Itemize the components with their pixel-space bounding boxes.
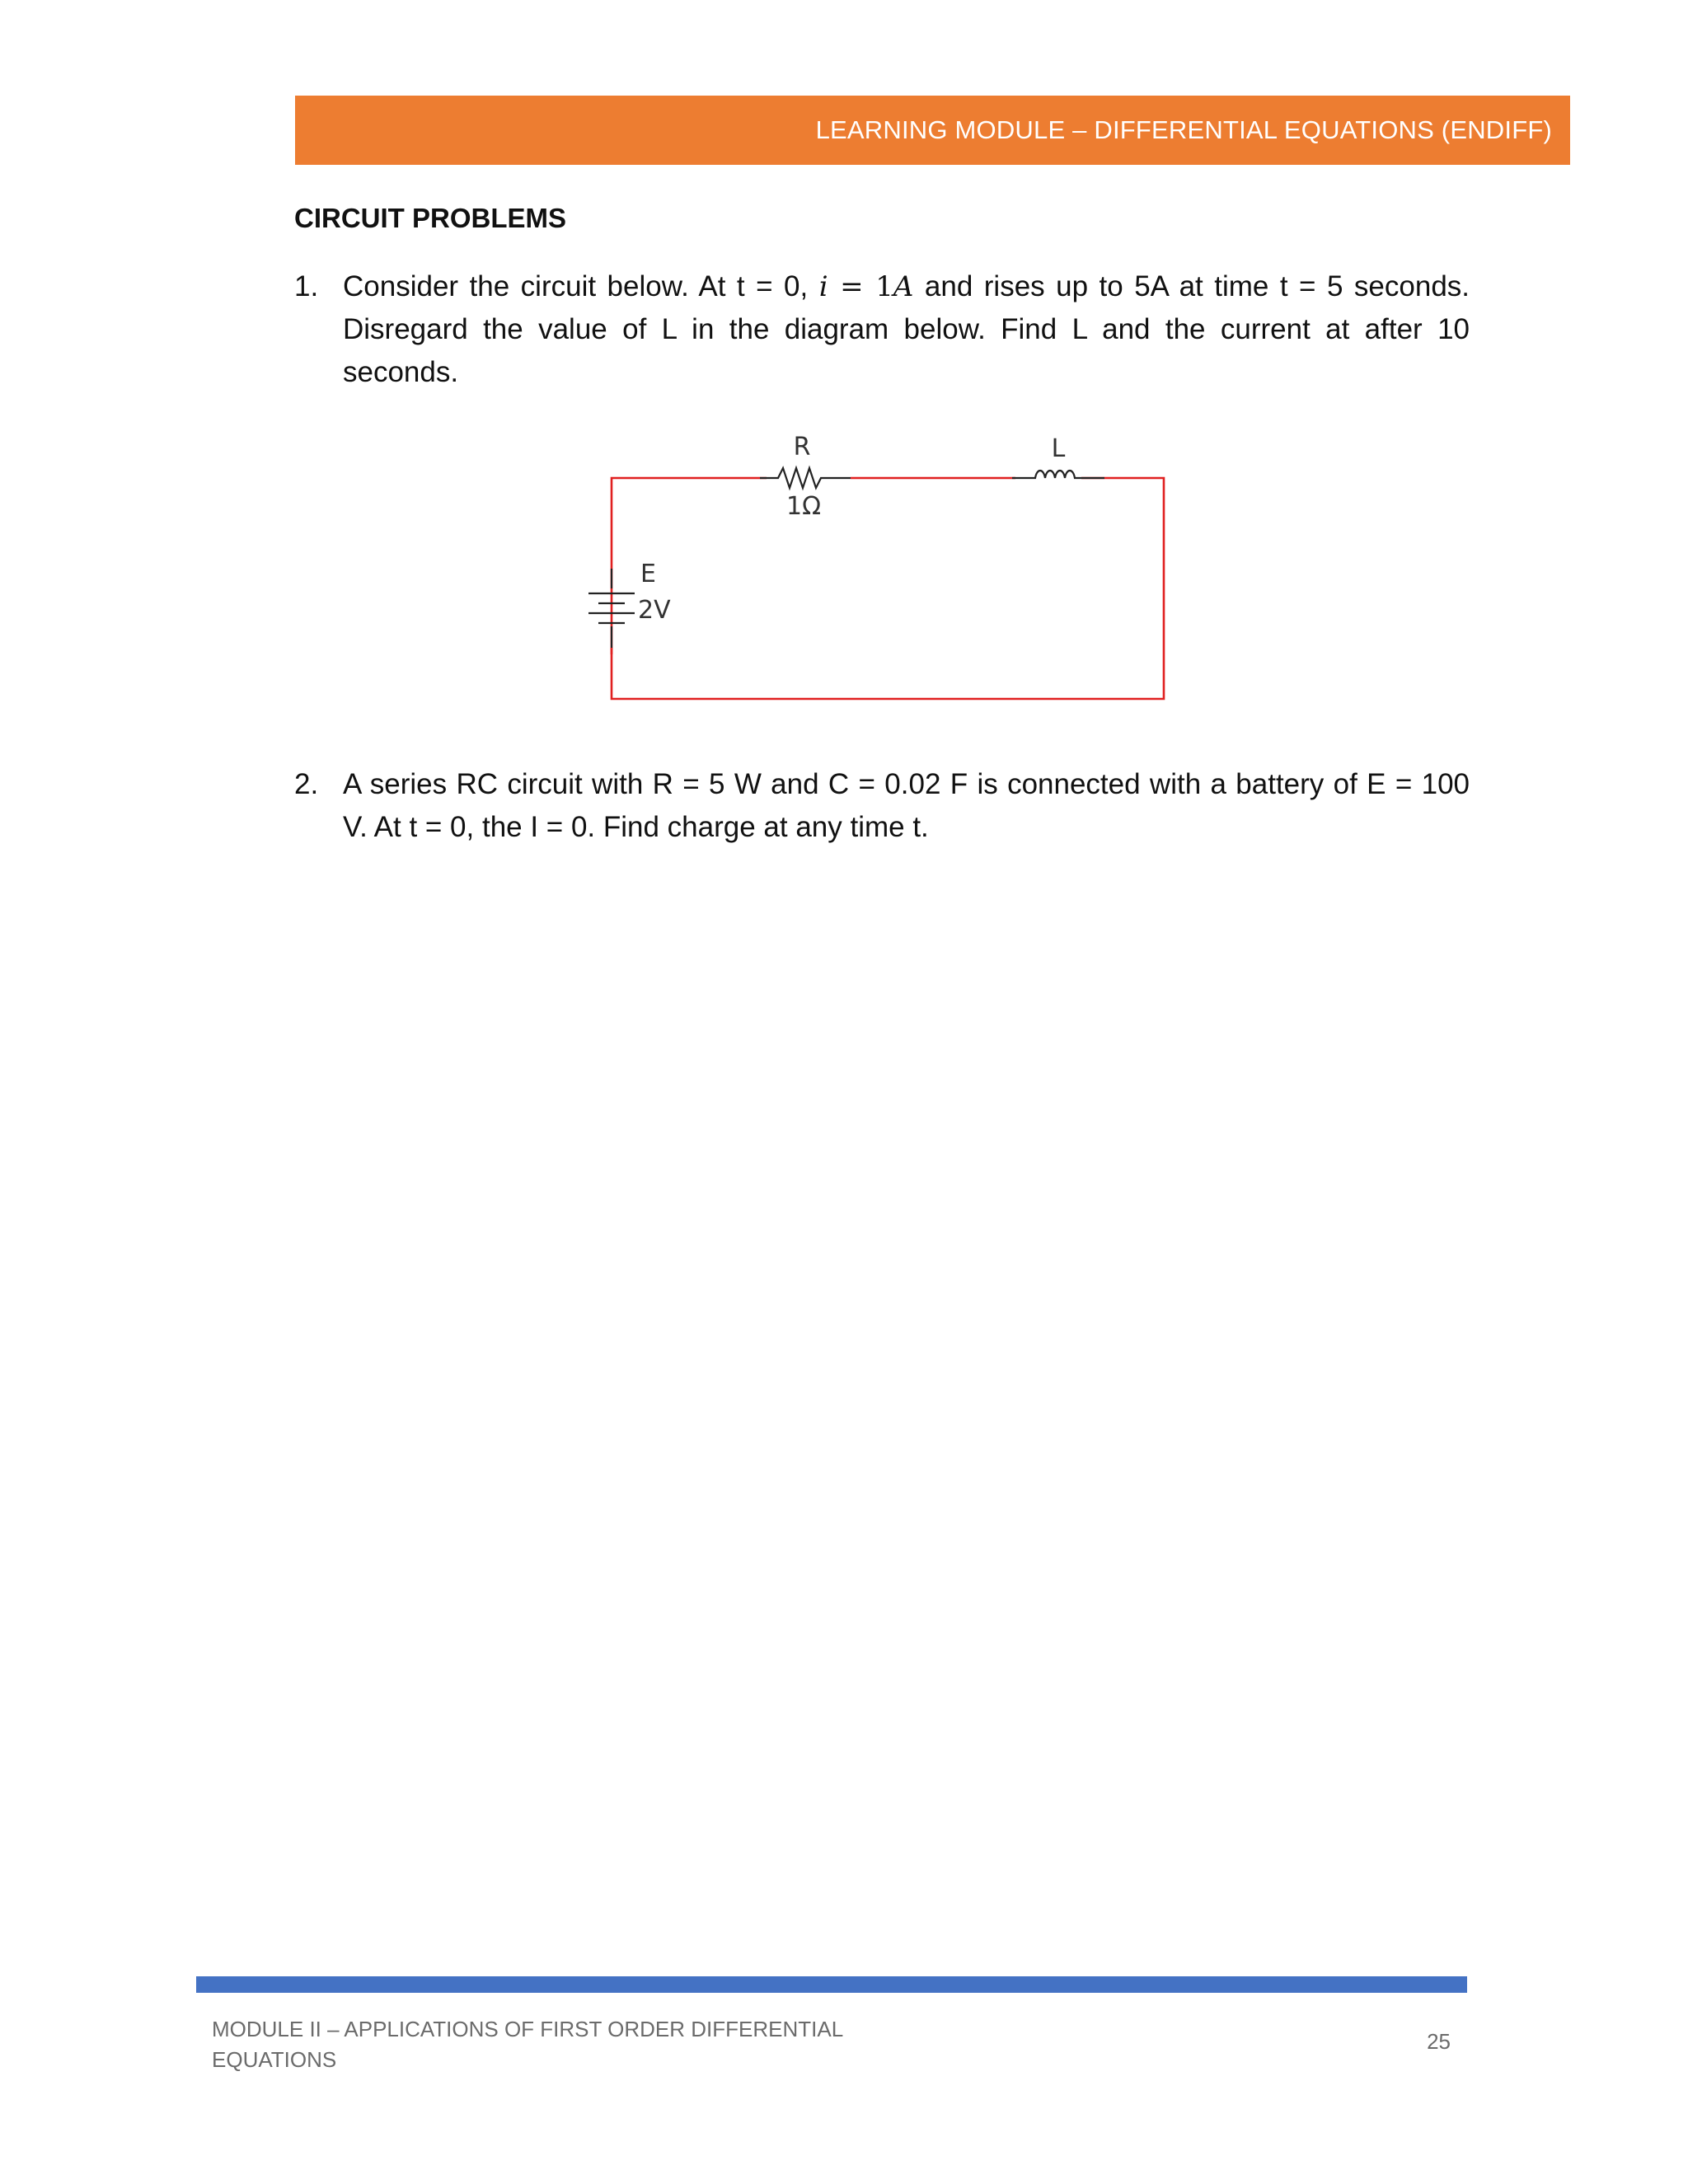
footer-line-2: EQUATIONS (212, 2047, 337, 2072)
footer-line-1: MODULE II – APPLICATIONS OF FIRST ORDER DIFFERENTIAL (212, 2017, 844, 2041)
problem-number: 2. (294, 768, 319, 800)
circuit-wires (612, 478, 1164, 699)
resistor-value: 1Ω (785, 492, 822, 521)
problem-1 (294, 265, 1470, 394)
footer-module-title (212, 2014, 921, 2075)
problem-2 (294, 763, 1470, 849)
page-number: 25 (1427, 2029, 1451, 2054)
math-equals: = (828, 270, 876, 303)
header-bar (295, 96, 1570, 165)
section-heading: CIRCUIT PROBLEMS (294, 203, 566, 233)
wire-top-left (612, 478, 767, 654)
problem-text: A series RC circuit with R = 5 W and C = 0.02 F is connected with a battery of E = 100 V. At t = 0, the I = 0. Find charge at any time t. (343, 768, 1470, 843)
source-label: E (640, 560, 656, 588)
inductor-symbol (1012, 471, 1104, 478)
rl-circuit-diagram (577, 420, 1187, 709)
resistor-label: R (793, 433, 811, 462)
math-current-var: i (818, 270, 828, 303)
resistor-symbol (760, 468, 851, 488)
header-title: LEARNING MODULE – DIFFERENTIAL EQUATIONS (ENDIFF) (815, 115, 1552, 144)
inductor-label: L (1051, 434, 1066, 463)
footer-rule (196, 1976, 1467, 1993)
wire-top-right (612, 478, 1164, 699)
inline-math (819, 270, 914, 303)
problem-text (343, 265, 1470, 394)
math-value: 1 (875, 270, 893, 303)
math-unit: A (893, 270, 914, 303)
source-value: 2V (638, 596, 671, 625)
problem-text-before: Consider the circuit below. At t = 0, (343, 270, 819, 302)
problem-text-after: and rises up to 5A at time t = 5 seconds. Disregard the value of L in the diagram below. Find L and the current at after 10 seconds. (343, 270, 1470, 388)
problem-number: 1. (294, 270, 319, 302)
